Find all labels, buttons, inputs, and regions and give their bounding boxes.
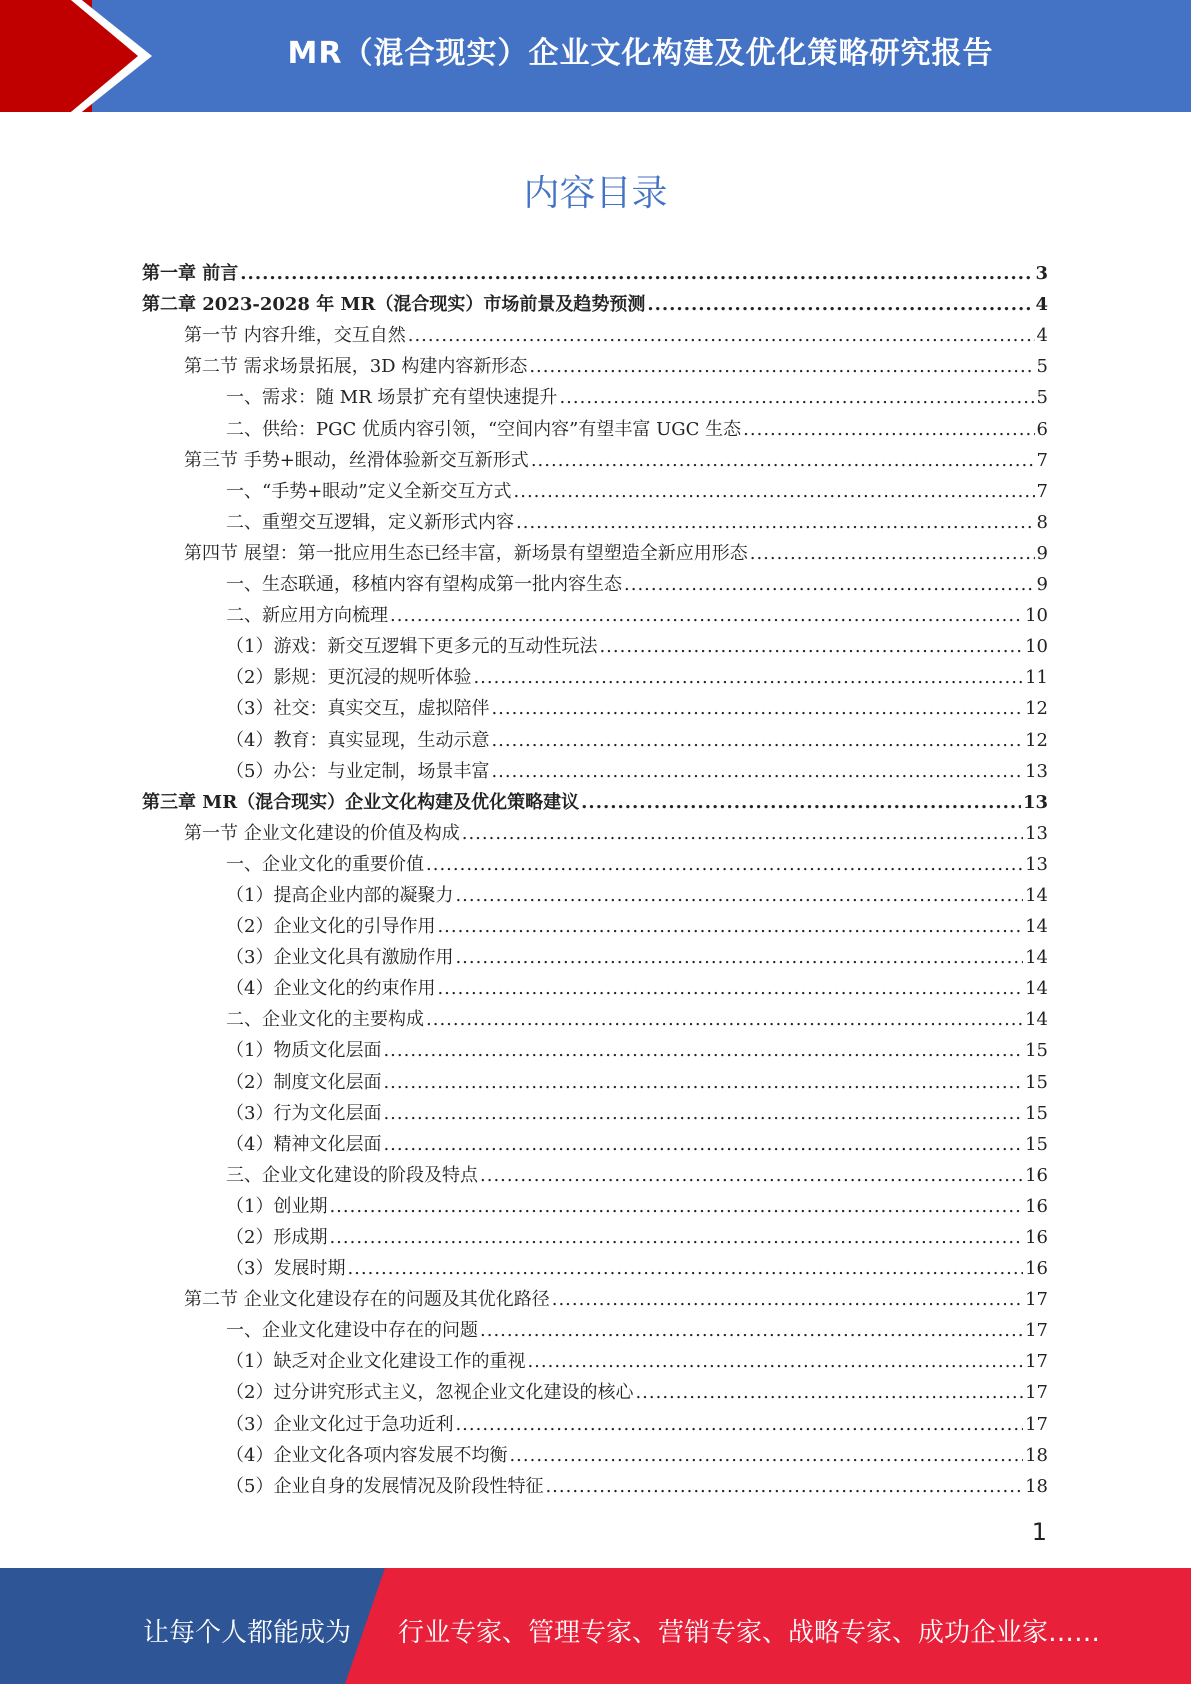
toc-entry-page: 14 (1025, 916, 1048, 938)
toc-entry-page: 14 (1025, 1009, 1048, 1031)
toc-dot-leader (455, 884, 1023, 908)
toc-dot-leader (480, 1164, 1023, 1188)
toc-entry-page: 17 (1025, 1351, 1048, 1373)
toc-entry-page: 15 (1025, 1102, 1048, 1124)
toc-entry[interactable] (142, 1468, 1048, 1499)
toc-entry-title: （1）缺乏对企业文化建设工作的重视 (226, 1351, 526, 1373)
toc-entry[interactable] (142, 690, 1048, 721)
toc-entry[interactable] (142, 1219, 1048, 1250)
toc-entry-title: 第二章 2023-2028 年 MR（混合现实）市场前景及趋势预测 (142, 294, 646, 316)
toc-entry-page: 10 (1025, 605, 1048, 627)
toc-entry-title: （2）过分讲究形式主义，忽视企业文化建设的核心 (226, 1382, 634, 1404)
toc-entry-title: 一、企业文化的重要价值 (226, 853, 424, 875)
toc-entry-page: 17 (1025, 1413, 1048, 1435)
toc-dot-leader (383, 1039, 1023, 1063)
toc-dot-leader (437, 915, 1023, 939)
toc-entry[interactable] (142, 1374, 1048, 1405)
toc-entry-title: 一、需求：随 MR 场景扩充有望快速提升 (226, 387, 558, 409)
toc-entry-title: （2）企业文化的引导作用 (226, 916, 436, 938)
toc-dot-leader (390, 604, 1023, 628)
toc-entry-page: 4 (1035, 294, 1048, 316)
toc-entry-title: 第二节 企业文化建设存在的问题及其优化路径 (184, 1289, 550, 1311)
toc-entry-page: 5 (1036, 387, 1048, 409)
toc-entry-title: 一、“手势+眼动”定义全新交互方式 (226, 480, 512, 502)
toc-entry-page: 14 (1025, 947, 1048, 969)
toc-entry[interactable] (142, 1001, 1048, 1032)
toc-entry-page: 6 (1036, 418, 1048, 440)
toc-dot-leader (527, 1350, 1023, 1374)
toc-entry-page: 14 (1025, 978, 1048, 1000)
toc-dot-leader (473, 666, 1023, 690)
toc-entry-title: 第三节 手势+眼动，丝滑体验新交互新形式 (184, 449, 529, 471)
toc-entry-page: 17 (1025, 1320, 1048, 1342)
toc-entry-title: 一、企业文化建设中存在的问题 (226, 1320, 478, 1342)
toc-entry-title: 一、生态联通，移植内容有望构成第一批内容生态 (226, 574, 622, 596)
toc-dot-leader (455, 946, 1023, 970)
toc-entry-page: 14 (1025, 884, 1048, 906)
toc-entry[interactable] (142, 535, 1048, 566)
toc-entry-page: 4 (1036, 325, 1048, 347)
toc-entry-title: （2）制度文化层面 (226, 1071, 382, 1093)
toc-dot-leader (480, 1319, 1023, 1343)
toc-entry-page: 17 (1025, 1382, 1048, 1404)
toc-entry[interactable] (142, 286, 1048, 317)
toc-entry[interactable] (142, 504, 1048, 535)
table-of-contents (142, 255, 1048, 1499)
toc-dot-leader (383, 1133, 1023, 1157)
toc-entry-title: （3）发展时期 (226, 1258, 346, 1280)
toc-entry[interactable] (142, 721, 1048, 752)
toc-entry-page: 15 (1025, 1040, 1048, 1062)
toc-entry-page: 13 (1025, 853, 1048, 875)
toc-entry[interactable] (142, 753, 1048, 784)
toc-entry[interactable] (142, 348, 1048, 379)
toc-dot-leader (647, 293, 1033, 317)
toc-entry[interactable] (142, 970, 1048, 1001)
toc-dot-leader (750, 542, 1035, 566)
toc-entry-title: （4）教育：真实显现，生动示意 (226, 729, 490, 751)
toc-entry-page: 11 (1025, 667, 1048, 689)
toc-dot-leader (491, 760, 1023, 784)
toc-dot-leader (455, 1413, 1023, 1437)
toc-entry-title: （1）创业期 (226, 1195, 328, 1217)
report-title: MR（混合现实）企业文化构建及优化策略研究报告 (287, 36, 994, 71)
toc-dot-leader (383, 1071, 1023, 1095)
toc-entry-title: （4）精神文化层面 (226, 1133, 382, 1155)
toc-entry[interactable] (142, 1095, 1048, 1126)
toc-dot-leader (545, 1475, 1023, 1499)
toc-entry-title: （5）办公：与业定制，场景丰富 (226, 760, 490, 782)
toc-dot-leader (516, 511, 1035, 535)
toc-dot-leader (329, 1195, 1023, 1219)
toc-entry[interactable] (142, 908, 1048, 939)
toc-dot-leader (514, 480, 1035, 504)
toc-dot-leader (426, 1008, 1023, 1032)
toc-entry-page: 7 (1036, 480, 1048, 502)
toc-entry-title: 二、供给：PGC 优质内容引领，“空间内容”有望丰富 UGC 生态 (226, 418, 742, 440)
toc-entry-title: （4）企业文化各项内容发展不均衡 (226, 1444, 508, 1466)
toc-entry[interactable] (142, 442, 1048, 473)
toc-entry-page: 16 (1025, 1227, 1048, 1248)
toc-dot-leader (491, 697, 1023, 721)
toc-entry-title: 第三章 MR（混合现实）企业文化构建及优化策略建议 (142, 791, 580, 813)
toc-entry[interactable] (142, 1188, 1048, 1219)
toc-entry-title: 第二节 需求场景拓展，3D 构建内容新形态 (184, 356, 528, 378)
toc-entry-title: （3）企业文化具有激励作用 (226, 947, 454, 969)
toc-dot-leader (408, 324, 1035, 348)
toc-dot-leader (581, 791, 1021, 815)
toc-dot-leader (624, 573, 1035, 597)
toc-entry-title: （3）社交：真实交互，虚拟陪伴 (226, 698, 490, 720)
toc-entry[interactable] (142, 1032, 1048, 1063)
toc-dot-leader (743, 418, 1034, 442)
toc-entry[interactable] (142, 1312, 1048, 1343)
toc-entry-title: （2）影规：更沉浸的规听体验 (226, 667, 472, 689)
toc-dot-leader (240, 262, 1033, 286)
toc-entry-page: 13 (1025, 760, 1048, 782)
toc-entry-title: （1）提高企业内部的凝聚力 (226, 884, 454, 906)
toc-dot-leader (529, 355, 1034, 379)
toc-dot-leader (426, 853, 1023, 877)
toc-entry-page: 17 (1025, 1289, 1048, 1311)
toc-entry-title: （1）游戏：新交互逻辑下更多元的互动性玩法 (226, 636, 598, 658)
toc-dot-leader (329, 1226, 1023, 1250)
toc-entry[interactable] (142, 1405, 1048, 1436)
toc-entry-title: 二、企业文化的主要构成 (226, 1009, 424, 1031)
toc-entry-page: 13 (1022, 791, 1048, 813)
footer-slogan-right: 行业专家、管理专家、营销专家、战略专家、成功企业家…… (398, 1618, 1101, 1648)
toc-entry-page: 9 (1036, 542, 1048, 564)
toc-entry[interactable] (142, 659, 1048, 690)
toc-entry-title: （1）物质文化层面 (226, 1040, 382, 1062)
toc-dot-leader (347, 1257, 1023, 1281)
toc-dot-leader (559, 386, 1034, 410)
toc-entry-title: 第一章 前言 (142, 263, 239, 285)
toc-entry[interactable] (142, 566, 1048, 597)
toc-entry[interactable] (142, 1157, 1048, 1188)
toc-entry[interactable] (142, 1250, 1048, 1281)
toc-entry[interactable] (142, 255, 1048, 286)
toc-entry-page: 10 (1025, 636, 1048, 658)
toc-entry-page: 12 (1025, 729, 1048, 751)
toc-dot-leader (635, 1381, 1023, 1405)
toc-entry[interactable] (142, 784, 1048, 815)
toc-entry-title: 三、企业文化建设的阶段及特点 (226, 1164, 478, 1186)
toc-entry-page: 5 (1036, 356, 1048, 378)
toc-dot-leader (491, 729, 1023, 753)
toc-entry-title: （4）企业文化的约束作用 (226, 978, 436, 1000)
toc-entry[interactable] (142, 317, 1048, 348)
toc-entry[interactable] (142, 877, 1048, 908)
toc-entry-title: 第一节 内容升维，交互自然 (184, 325, 406, 347)
toc-entry-page: 18 (1025, 1475, 1048, 1497)
toc-entry[interactable] (142, 628, 1048, 659)
toc-entry-title: （3）行为文化层面 (226, 1102, 382, 1124)
toc-entry-title: （2）形成期 (226, 1227, 328, 1248)
toc-entry-title: （5）企业自身的发展情况及阶段性特征 (226, 1475, 544, 1497)
toc-dot-leader (437, 977, 1023, 1001)
footer-slogan-left: 让每个人都能成为 (143, 1618, 352, 1648)
toc-entry-title: 第一节 企业文化建设的价值及构成 (184, 822, 460, 844)
toc-entry-page: 9 (1036, 574, 1048, 596)
toc-entry[interactable] (142, 1281, 1048, 1312)
toc-entry-page: 15 (1025, 1133, 1048, 1155)
toc-entry[interactable] (142, 473, 1048, 504)
toc-heading: 内容目录 (523, 173, 668, 214)
toc-dot-leader (531, 449, 1035, 473)
toc-entry-page: 15 (1025, 1071, 1048, 1093)
toc-entry[interactable] (142, 410, 1048, 441)
toc-entry-page: 13 (1025, 822, 1048, 844)
toc-entry[interactable] (142, 846, 1048, 877)
toc-entry[interactable] (142, 597, 1048, 628)
toc-entry-page: 7 (1036, 449, 1048, 471)
toc-entry-title: （3）企业文化过于急功近利 (226, 1413, 454, 1435)
toc-entry-title: 第四节 展望：第一批应用生态已经丰富，新场景有望塑造全新应用形态 (184, 542, 748, 564)
toc-entry-title: 二、新应用方向梳理 (226, 605, 388, 627)
toc-entry[interactable] (142, 379, 1048, 410)
toc-entry-page: 16 (1025, 1258, 1048, 1280)
toc-entry-title: 二、重塑交互逻辑，定义新形式内容 (226, 511, 514, 533)
toc-entry-page: 12 (1025, 698, 1048, 720)
toc-dot-leader (383, 1102, 1023, 1126)
toc-entry-page: 16 (1025, 1164, 1048, 1186)
toc-entry-page: 3 (1035, 263, 1048, 285)
toc-dot-leader (509, 1444, 1023, 1468)
toc-entry[interactable] (142, 939, 1048, 970)
toc-entry[interactable] (142, 1063, 1048, 1094)
toc-entry-page: 18 (1025, 1444, 1048, 1466)
toc-entry-page: 16 (1025, 1195, 1048, 1217)
toc-entry[interactable] (142, 1126, 1048, 1157)
toc-entry[interactable] (142, 1343, 1048, 1374)
toc-entry[interactable] (142, 1437, 1048, 1468)
toc-entry[interactable] (142, 815, 1048, 846)
toc-dot-leader (552, 1288, 1023, 1312)
toc-dot-leader (599, 635, 1023, 659)
toc-entry-page: 8 (1036, 511, 1048, 533)
toc-dot-leader (462, 822, 1023, 846)
page-number: 1 (1031, 1518, 1047, 1546)
